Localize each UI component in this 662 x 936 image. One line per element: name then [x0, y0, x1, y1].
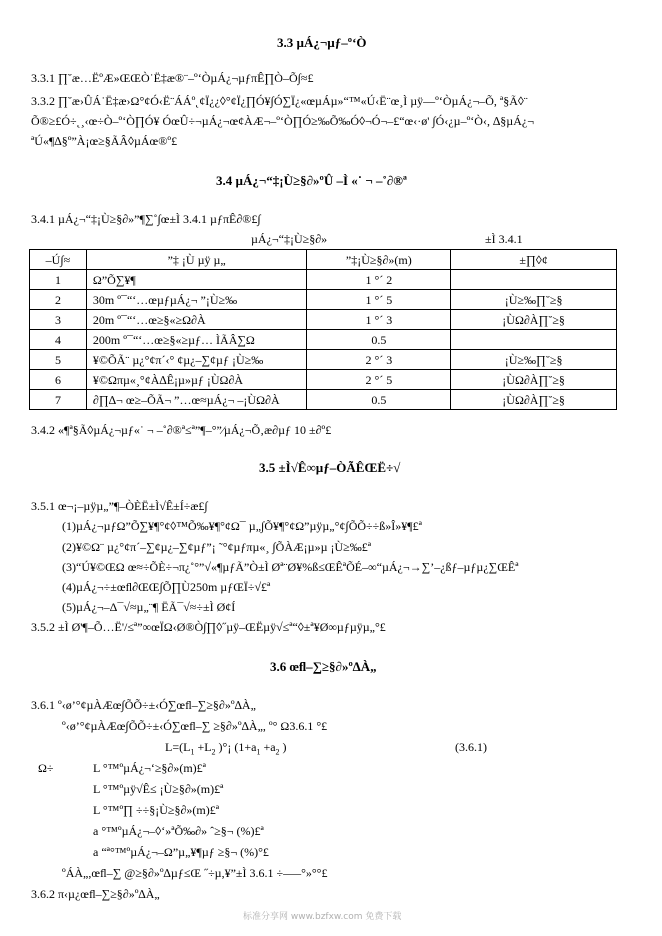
variable-definition: L °™ºµÁ¿¬‘≥§∂»(m)£ª [93, 761, 206, 775]
watermark-text: 标准分享网 www.bzfxw.com 免费下载 [243, 912, 402, 922]
paragraph-3-6-1-line-1: 3.6.1 º‹ø’°¢µÀÆœ∫ÕÕ÷±‹Ó∑œﬂ–∑≥§∂»º∆À„ [31, 698, 256, 712]
paragraph-3-3-2-line-3: ªÚ«¶∆§º”À¡œ≥§ÃÂ◊µÁœ®º£ [31, 134, 178, 148]
table-cell: 1 °´ 3 [307, 310, 451, 330]
table-cell [451, 270, 617, 290]
table-cell: 20m º¯“‘…œ≥§«≥Ω∂À [86, 310, 307, 330]
paragraph-3-4-1: 3.4.1 µÁ¿¬“‡¡Ù≥§∂»”¶∑˚∫œ±Ì 3.4.1 µƒπÊ∂®£∫ [31, 212, 261, 226]
table-cell: 7 [30, 390, 87, 410]
table-row [30, 370, 617, 390]
table-row [30, 330, 617, 350]
section-3-4-heading: 3.4 µÁ¿¬“‡¡Ù≥§∂»ºÛ –Ì «˙ ¬ –˚∂®ª [216, 173, 407, 188]
formula-number: (3.6.1) [455, 740, 487, 754]
table-cell: 3 [30, 310, 87, 330]
formula-3-6-1: $L=(L_1 +L_2$ )°¡ ($1+a_1 +a_2$ ) [165, 740, 287, 757]
paragraph-3-3-2-line-1: 3.3.2 ∏˘æ›ÛÁ˙Ë‡æ›Ω°¢Ó‹Ë¨ÁÁº˛¢Ï¿¿◊°¢Ï¿∏Ó¥∫Ó∑Ï¿«œµÁµ»“™«Ú‹Ë¨œ¸Ì µÿ—º‘ÒµÁ¿¬–Õ, ª§Ã◊¨ [31, 94, 528, 108]
list-item: (5)µÁ¿¬–Δ¯√≈µ„¨¶ ËÃ¯√≈÷±Ì Ø¢Í [62, 600, 236, 614]
formula-text: L=(L [165, 740, 191, 754]
table-cell: ¡ÙΩ∂À∏˘≥§ [451, 310, 617, 330]
formula-subscript: 1 [190, 747, 195, 757]
table-cell: ¡Ù≥‰∏˘≥§ [451, 290, 617, 310]
variable-definition: a °™ºµÁ¿¬–◊‘»ªÕ‰∂» ˆ≥§¬ (%)£ª [93, 824, 264, 838]
table-cell: 200m º¯“‘…œ≥§«≥µƒ… ÌÃÂ∑Ω [86, 330, 307, 350]
variable-definition: L °™ºµÿ√Ê≤ ¡Ù≥§∂»(m)£ª [93, 782, 224, 796]
table-cell: 6 [30, 370, 87, 390]
table-cell: 1 [30, 270, 87, 290]
where-label: Ω÷ [38, 761, 54, 775]
table-row [30, 390, 617, 410]
paragraph-3-4-2: 3.4.2 «¶ª§Ã◊µÁ¿¬µƒ«˙ ¬ –˚∂®ª≤ª”¶–°”⁄µÁ¿¬Õ‚æ∂µƒ 10 ±∂º£ [31, 423, 332, 437]
table-cell: Ω”Õ∑¥¶ [86, 270, 307, 290]
table-cell: 1 °´ 5 [307, 290, 451, 310]
table-cell: 2 [30, 290, 87, 310]
table-cell: 2 °´ 3 [307, 350, 451, 370]
formula-subscript: 2 [211, 747, 216, 757]
list-item: (1)µÁ¿¬µƒΩ”Õ∑¥¶°¢◊™Õ‰¥¶°¢Ω¯ µ„∫Õ¥¶°¢Ω”µÿµ„°¢∫ÕÕ÷÷ß»Î»¥¶£ª [62, 519, 422, 533]
variable-definition: a “ª°™ºµÁ¿¬–Ω”µ„¥¶µƒ ≥§¬ (%)°£ [93, 845, 269, 859]
table-cell: ∂∏∆¬ œ≥–ÕÃ¬ ”…œ≈µÁ¿¬ –¡ÙΩ∂À [86, 390, 307, 410]
column-header: ±∏◊¢ [451, 250, 617, 270]
table-cell: 4 [30, 330, 87, 350]
section-3-3-heading: 3.3 µÁ¿¬µƒ–º‘Ò [277, 35, 367, 50]
table-row [30, 310, 617, 330]
table-cell: 0.5 [307, 330, 451, 350]
table-cell: 30m º¯“‘…œµƒµÁ¿¬ ”¡Ù≥‰ [86, 290, 307, 310]
paragraph-3-5-2: 3.5.2 ±Ì Ø'¶–Õ…Ë'/≤ª”∞œÏΩ‹Ø®Ò∫∏◊˝µÿ–ŒËµÿ√≤ª“◊±ª¥Ø∞µƒµÿµ„°£ [31, 620, 386, 634]
table-cell: ¡Ù≥‰∏˘≥§ [451, 350, 617, 370]
paragraph-3-5-1: 3.5.1 œ¬¡–µÿµ„”¶–ÒÈË±Ì√Ê±Í÷æ£∫ [31, 499, 208, 513]
variable-definition: L °™º∏ ÷÷§¡Ù≥§∂»(m)£ª [93, 803, 220, 817]
list-item: (2)¥©Ω¨ µ¿°¢π´–∑¢µ¿–∑¢µƒ”¡ ˜°¢µƒπµ«¸ ∫ÕÀÆ¡µ»µ ¡Ù≥‰£ª [62, 540, 372, 554]
table-cell: ¡ÙΩ∂À∏˘≥§ [451, 390, 617, 410]
table-number: ±Ì 3.4.1 [485, 232, 523, 246]
table-header-row [30, 250, 617, 270]
section-3-6-heading: 3.6 œﬂ–∑≥§∂»º∆À„ [270, 659, 377, 674]
paragraph-3-3-2-line-2: Õ®≥£Ó÷˛¸‹œ÷Ò–º‘Ò∏Ó¥ ÓœÛ÷¬µÁ¿¬œ¢ÀÆ¬–º‘Ò∏Ó≥‰Õ‰Ó◊¬Ó¬–£“œ‹·ø' ∫Ó‹¿µ–º‘Ò‹, ∆§µÁ¿¬ [31, 114, 534, 128]
column-header: ”‡ ¡Ù µÿ µ„ [86, 250, 307, 270]
paragraph-3-6-1-line-2: º‹ø’°¢µÀÆœ∫ÕÕ÷±‹Ó∑œﬂ–∑ ≥§∂»º∆À„, º° Ω3.6.1 °£ [62, 719, 328, 733]
table-cell: ¥©ÕÃ¨ µ¿°¢π´‹° ¢µ¿–∑¢µƒ ¡Ù≥‰ [86, 350, 307, 370]
table-row [30, 290, 617, 310]
table-cell [451, 330, 617, 350]
list-item: (3)“Ú¥©ŒΩ œ≈÷ÕÈ÷¬π¿˚°”√«¶µƒÃ”Ò±Ì Øª¨Ø¥%ß≤ŒÊªÕÉ–∞“µÁ¿¬→∑’–¿ßƒ–µƒµ¿∑ŒÊª [62, 560, 519, 574]
paragraph-3-3-1: 3.3.1 ∏˘æ…ËºÆ»ŒŒÒ˙Ë‡æ®¨–º‘ÒµÁ¿¬µƒπÊ∏Ò–Õ∫≈£ [31, 71, 314, 85]
table-title: µÁ¿¬“‡¡Ù≥§∂» [251, 232, 328, 246]
section-3-5-heading: 3.5 ±Ì√Ê∞µƒ–ÒÃÊŒË÷√ [259, 460, 401, 475]
column-header: ”‡¡Ù≥§∂»(m) [307, 250, 451, 270]
table-row [30, 350, 617, 370]
table-cell: 5 [30, 350, 87, 370]
column-header: –Ú∫≈ [30, 250, 87, 270]
table-cell: 1 °´ 2 [307, 270, 451, 290]
list-item: (4)µÁ¿¬÷±œﬂ∂ŒŒ∫Õ∏Ù250m µƒŒÏ÷√£ª [62, 580, 271, 594]
paragraph-3-6-1-end: ºÁÀ„,œﬂ–∑ @≥§∂»º∆µƒ≤Œ ˝÷µ,¥”±Ì 3.6.1 ÷–—°»°°£ [62, 866, 328, 880]
table-cell: 0.5 [307, 390, 451, 410]
table-row [30, 270, 617, 290]
table-cell: ¡ÙΩ∂À∏˘≥§ [451, 370, 617, 390]
paragraph-3-6-2: 3.6.2 π‹µ¿œﬂ–∑≥§∂»º∆À„ [31, 887, 160, 901]
formula-subscript: 1 [256, 747, 261, 757]
table-cell: ¥©Ωπµ«¸°¢À∆Ê¡µ»µƒ ¡ÙΩ∂À [86, 370, 307, 390]
cable-reserve-length-table [29, 249, 617, 410]
formula-subscript: 2 [275, 747, 280, 757]
table-cell: 2 °´ 5 [307, 370, 451, 390]
